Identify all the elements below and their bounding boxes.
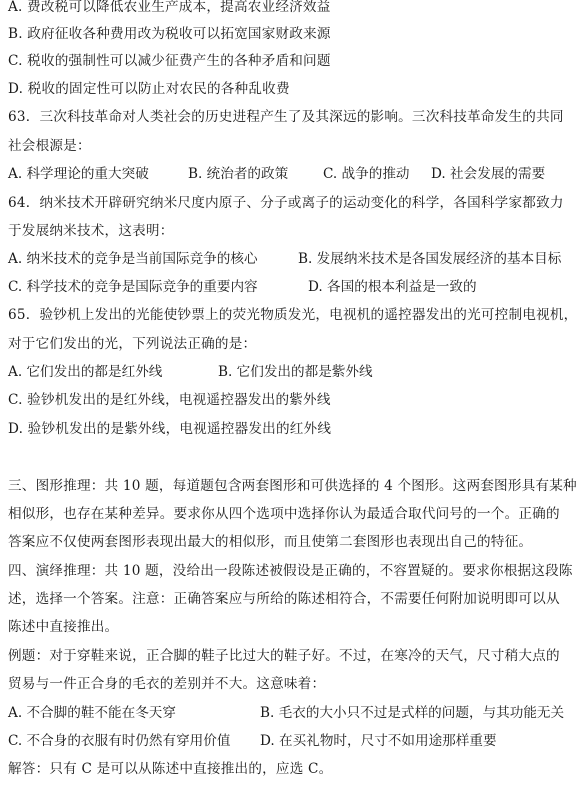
- q65-option-b: B. 它们发出的都是紫外线: [218, 364, 373, 380]
- q63-stem-line-2: 社会根源是：: [8, 138, 91, 154]
- example-option-d: D. 在买礼物时，尺寸不如用途那样重要: [260, 733, 497, 749]
- q64-option-d: D. 各国的根本利益是一致的: [308, 279, 477, 295]
- section3-line-3: 答案应不仅使两套图形表现出最大的相似形，而且使第二套图形也表现出自己的特征。: [8, 534, 533, 550]
- q64-option-c: C. 科学技术的竞争是国际竞争的重要内容: [8, 279, 258, 295]
- q64-stem-line-2: 于发展纳米技术，这表明：: [8, 223, 174, 239]
- q64-option-b: B. 发展纳米技术是各国发展经济的基本目标: [298, 251, 562, 267]
- section3-line-2: 相似形，也存在某种差异。要求你从四个选项中选择你认为最适合取代问号的一个。正确的: [8, 506, 560, 522]
- q65-option-a: A. 它们发出的都是红外线: [8, 364, 163, 380]
- section4-line-3: 陈述中直接推出。: [8, 619, 119, 635]
- q65-option-d: D. 验钞机发出的是紫外线，电视遥控器发出的红外线: [8, 421, 332, 437]
- example-option-b: B. 毛衣的大小只不过是式样的问题，与其功能无关: [260, 705, 565, 721]
- q63-option-d: D. 社会发展的需要: [431, 166, 546, 182]
- example-stem-line-2: 贸易与一件正合身的毛衣的差别并不大。这意味着：: [8, 676, 326, 692]
- q64-stem-line-1: 64．纳米技术开辟研究纳米尺度内原子、分子或离子的运动变化的科学，各国科学家都致力: [8, 195, 564, 211]
- q62-option-d: D. 税收的固定性可以防止对农民的各种乱收费: [8, 81, 290, 97]
- q63-option-a: A. 科学理论的重大突破: [8, 166, 149, 182]
- q64-option-a: A. 纳米技术的竞争是当前国际竞争的核心: [8, 251, 258, 267]
- q62-option-a: A. 费改税可以降低农业生产成本，提高农业经济效益: [8, 0, 331, 15]
- q65-stem-line-2: 对于它们发出的光，下列说法正确的是：: [8, 336, 257, 352]
- q62-option-b: B. 政府征收各种费用改为税收可以拓宽国家财政来源: [8, 26, 331, 42]
- q65-option-c: C. 验钞机发出的是红外线，电视遥控器发出的紫外线: [8, 392, 331, 408]
- q63-option-c: C. 战争的推动: [323, 166, 410, 182]
- section3-line-1: 三、图形推理：共 10 题，每道题包含两套图形和可供选择的 4 个图形。这两套图形具有某种: [8, 478, 577, 494]
- q62-option-c: C. 税收的强制性可以减少征费产生的各种矛盾和问题: [8, 53, 331, 69]
- example-answer: 解答：只有 C 是可以从陈述中直接推出的，应选 C。: [8, 761, 333, 777]
- section4-line-2: 述，选择一个答案。注意：正确答案应与所给的陈述相符合，不需要任何附加说明即可以从: [8, 591, 560, 607]
- q65-stem-line-1: 65．验钞机上发出的光能使钞票上的荧光物质发光，电视机的遥控器发出的光可控制电视机，: [8, 307, 578, 323]
- example-option-c: C. 不合身的衣服有时仍然有穿用价值: [8, 733, 231, 749]
- section4-line-1: 四、演绎推理：共 10 题，没给出一段陈述被假设是正确的，不容置疑的。要求你根据这段陈: [8, 563, 573, 579]
- example-stem-line-1: 例题：对于穿鞋来说，正合脚的鞋子比过大的鞋子好。不过，在寒冷的天气，尺寸稍大点的: [8, 648, 560, 664]
- q63-stem-line-1: 63．三次科技革命对人类社会的历史进程产生了及其深远的影响。三次科技革命发生的共同: [8, 109, 564, 125]
- example-option-a: A. 不合脚的鞋不能在冬天穿: [8, 705, 176, 721]
- q63-option-b: B. 统治者的政策: [188, 166, 289, 182]
